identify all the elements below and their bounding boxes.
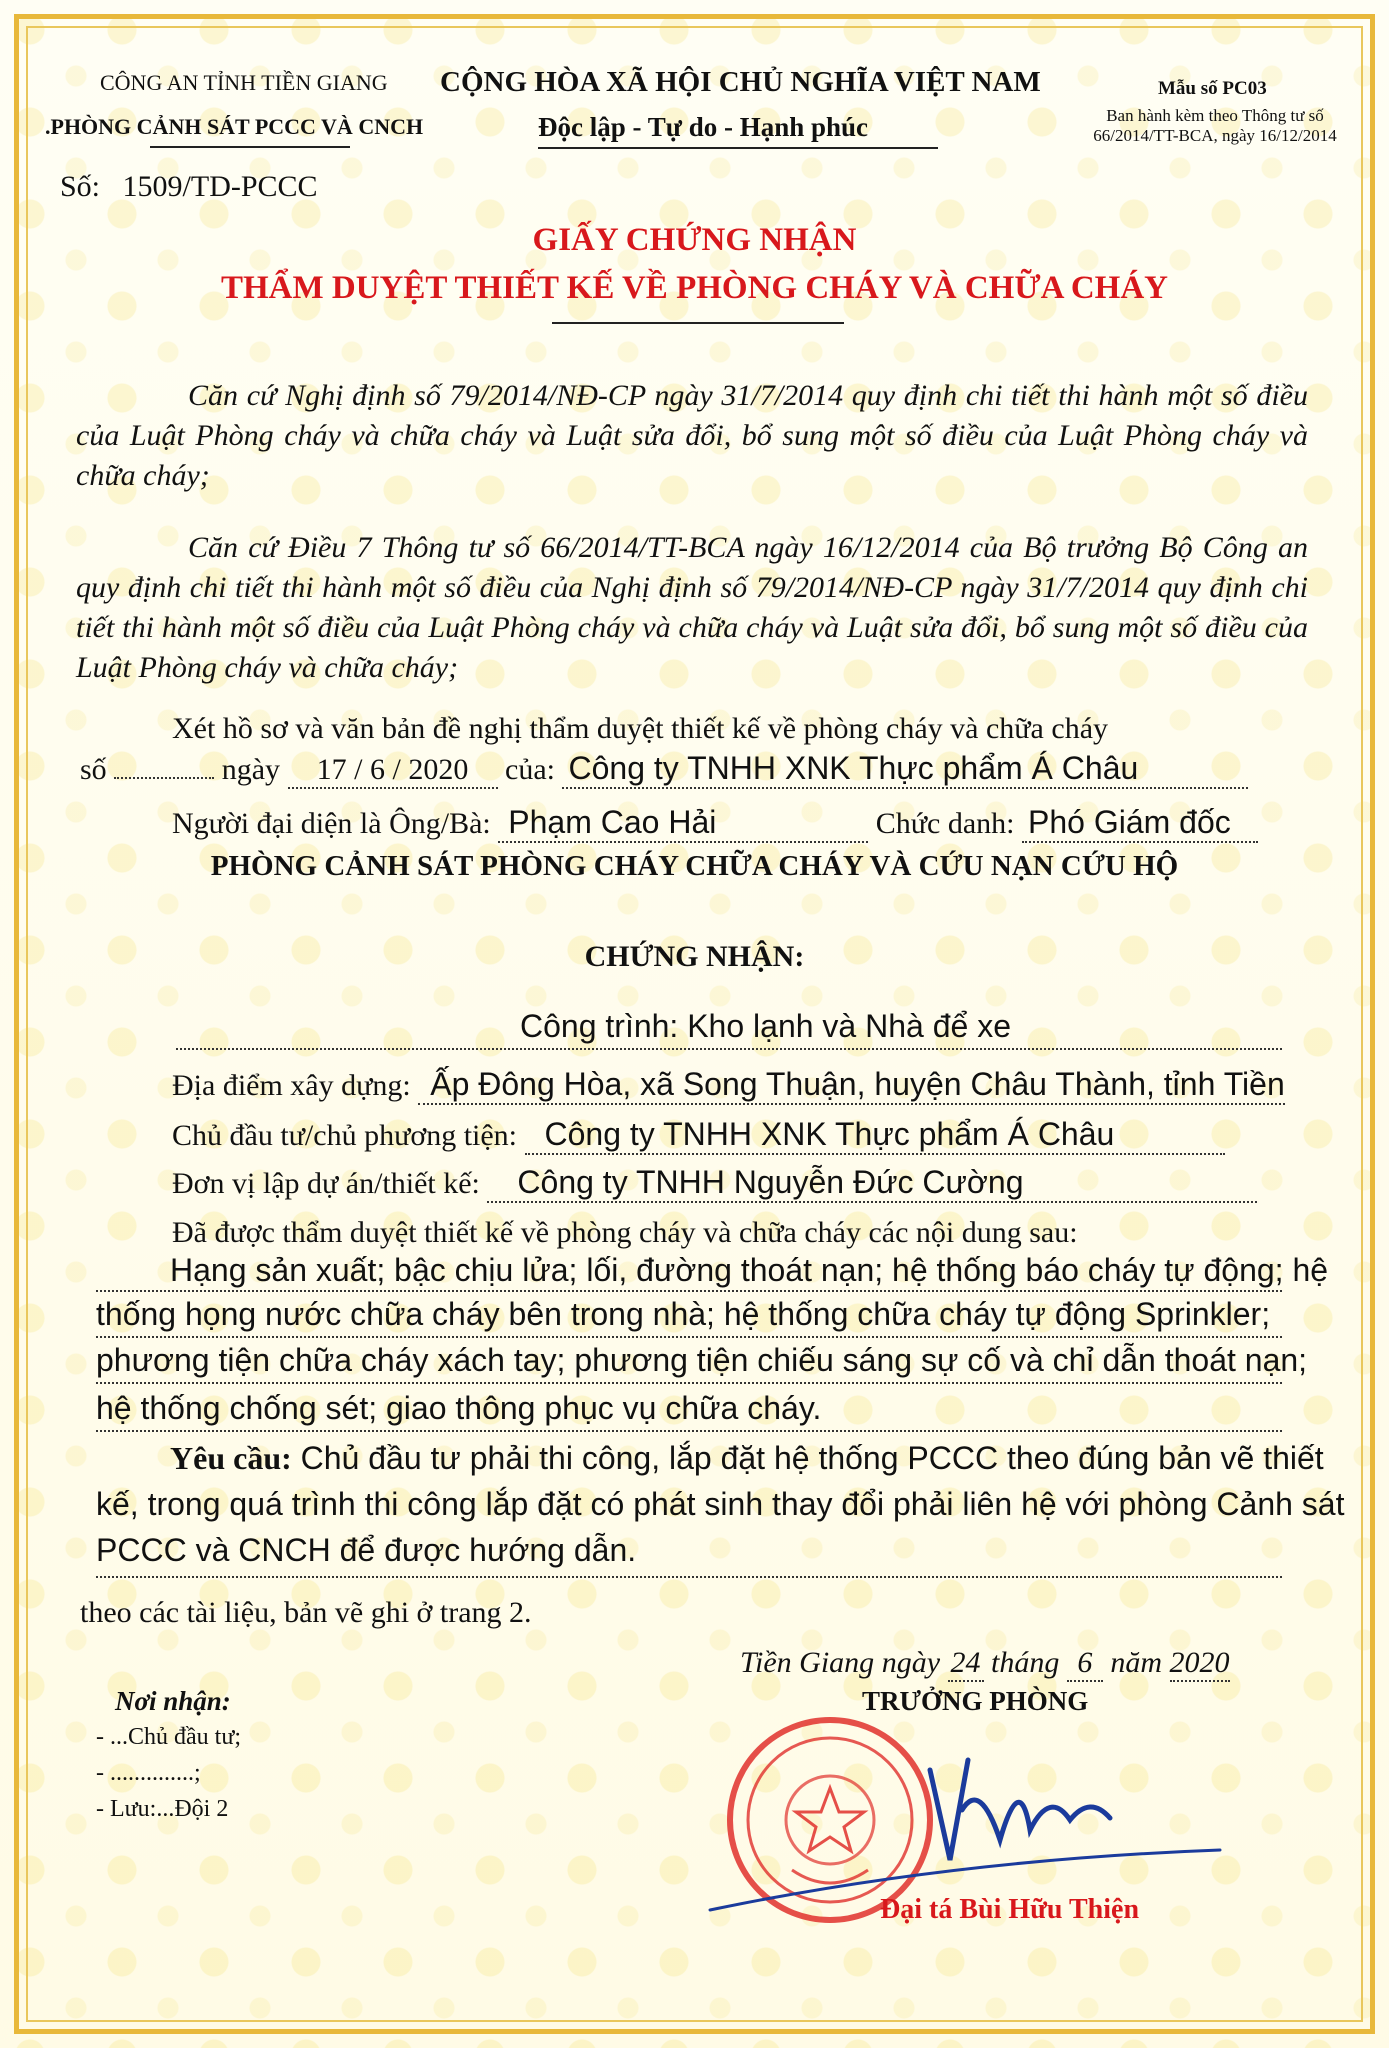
requirement-line-1	[170, 1440, 1324, 1477]
national-title: CỘNG HÒA XÃ HỘI CHỦ NGHĨA VIỆT NAM	[440, 66, 1041, 98]
approved-dotted-line	[96, 1430, 1282, 1432]
approved-dotted-line	[96, 1290, 1282, 1292]
signing-day: 24	[948, 1646, 984, 1682]
approved-item-line: thống họng nước chữa cháy bên trong nhà; hệ thống chữa cháy tự động Sprinkler;	[96, 1296, 1271, 1332]
requirement-label: Yêu cầu:	[170, 1440, 292, 1476]
recipient-item: - ...Chủ đầu tư;	[96, 1724, 241, 1750]
position-value: Phó Giám đốc	[1022, 804, 1258, 843]
recipient-item: - Lưu:...Đội 2	[96, 1796, 229, 1822]
so-blank	[114, 777, 214, 779]
location-label: Địa điểm xây dựng:	[172, 1069, 411, 1102]
footer-note: theo các tài liệu, bản vẽ ghi ở trang 2.	[80, 1596, 532, 1629]
representative-label: Người đại diện là Ông/Bà:	[172, 807, 491, 840]
signer-name: Đại tá Bùi Hữu Thiện	[880, 1894, 1140, 1925]
applicant-name: Công ty TNHH XNK Thực phẩm Á Châu	[562, 750, 1248, 789]
requirement-dotted-line	[96, 1576, 1282, 1578]
signing-place: Tiền Giang	[740, 1646, 875, 1679]
so-label: số	[80, 753, 107, 786]
signing-month: 6	[1067, 1646, 1103, 1682]
certify-heading: CHỨNG NHẬN:	[584, 940, 805, 973]
location-value: Ấp Đông Hòa, xã Song Thuận, huyện Châu Thành, tỉnh Tiền	[418, 1066, 1285, 1105]
issuing-agency: PHÒNG CẢNH SÁT PHÒNG CHÁY CHỮA CHÁY VÀ CỨU NẠN CỨU HỘ	[210, 850, 1179, 882]
representative-name: Phạm Cao Hải	[498, 804, 868, 843]
form-code: Mẫu số PC03	[1158, 78, 1267, 99]
agency-parent: CÔNG AN TỈNH TIỀN GIANG	[100, 70, 388, 95]
official-stamp-icon	[730, 1720, 930, 1920]
preamble-decree: Căn cứ Nghị định số 79/2014/NĐ-CP ngày 31/7/2014 quy định chi tiết thi hành một số điều của Luật Phòng cháy và chữa cháy và Luật sửa đổi, bổ sung một số điều của Luật Phòng cháy và chữa cháy;	[76, 379, 1308, 492]
owner-value: Công ty TNHH XNK Thực phẩm Á Châu	[525, 1116, 1225, 1155]
national-motto: Độc lập - Tự do - Hạnh phúc	[538, 112, 869, 142]
approved-dotted-line	[96, 1336, 1282, 1338]
signer-title: TRƯỞNG PHÒNG	[862, 1686, 1089, 1716]
document-number-value: 1509/TD-PCCC	[122, 170, 318, 203]
certificate-title: GIẤY CHỨNG NHẬN	[532, 222, 857, 258]
recipient-item: - ..............;	[96, 1760, 201, 1786]
handwritten-signature-icon	[710, 1760, 1220, 1910]
designer-label: Đơn vị lập dự án/thiết kế:	[172, 1167, 480, 1200]
preamble-circular: Căn cứ Điều 7 Thông tư số 66/2014/TT-BCA ngày 16/12/2014 của Bộ trưởng Bộ Công an quy định chi tiết thi hành một số điều của Nghị định số 79/2014/NĐ-CP ngày 31/7/2014 quy định chi tiết thi hành một số điều của Luật Phòng cháy và chữa cháy và Luật sửa đổi, bổ sung một số điều của Luật Phòng cháy và chữa cháy;	[76, 531, 1308, 684]
ngay-label: ngày	[221, 753, 281, 786]
requirement-line: PCCC và CNCH để được hướng dẫn.	[96, 1532, 637, 1568]
recipients-title: Nơi nhận:	[115, 1686, 231, 1716]
location-row	[172, 1066, 1285, 1105]
certificate-subtitle: THẨM DUYỆT THIẾT KẾ VỀ PHÒNG CHÁY VÀ CHỮA CHÁY	[220, 270, 1169, 306]
application-date: 17 / 6 / 2020	[288, 753, 498, 789]
designer-row	[172, 1164, 1257, 1203]
requirement-text: Chủ đầu tư phải thi công, lắp đặt hệ thống PCCC theo đúng bản vẽ thiết	[300, 1440, 1324, 1476]
representative-line	[172, 804, 1258, 843]
approved-dotted-line	[96, 1382, 1282, 1384]
application-intro: Xét hồ sơ và văn bản đề nghị thẩm duyệt thiết kế về phòng cháy và chữa cháy	[172, 712, 1109, 745]
project-name: Công trình: Kho lạnh và Nhà để xe	[520, 1008, 1011, 1044]
signing-year: 2020	[1170, 1646, 1230, 1682]
position-label: Chức danh:	[875, 807, 1015, 840]
owner-row	[172, 1116, 1225, 1155]
agency-underline	[150, 146, 350, 148]
motto-underline	[538, 147, 938, 149]
document-number-label: Số:	[60, 170, 101, 203]
owner-label: Chủ đầu tư/chủ phương tiện:	[172, 1119, 518, 1152]
approved-item-line: phương tiện chữa cháy xách tay; phương tiện chiếu sáng sự cố và chỉ dẫn thoát nạn;	[96, 1342, 1308, 1378]
cua-label: của:	[505, 753, 555, 786]
title-underline	[552, 322, 844, 324]
document-number	[60, 170, 318, 204]
designer-value: Công ty TNHH Nguyễn Đức Cường	[487, 1164, 1257, 1203]
signing-date: Tiền Giang ngày 24 tháng 6 năm 2020	[740, 1646, 1230, 1682]
requirement-line: kế, trong quá trình thi công lắp đặt có phát sinh thay đổi phải liên hệ với phòng Cảnh sát	[96, 1486, 1345, 1522]
agency-department: .PHÒNG CẢNH SÁT PCCC VÀ CNCH	[45, 114, 424, 139]
approved-item-line: hệ thống chống sét; giao thông phục vụ chữa cháy.	[96, 1390, 822, 1426]
approved-intro: Đã được thẩm duyệt thiết kế về phòng cháy và chữa cháy các nội dung sau:	[172, 1216, 1078, 1249]
application-line	[80, 750, 1248, 789]
approved-item-line: Hạng sản xuất; bậc chịu lửa; lối, đường thoát nạn; hệ thống báo cháy tự động; hệ	[170, 1252, 1329, 1288]
form-note: Ban hành kèm theo Thông tư số 66/2014/TT-BCA, ngày 16/12/2014	[1093, 106, 1337, 145]
project-dotted-line	[176, 1048, 1282, 1050]
